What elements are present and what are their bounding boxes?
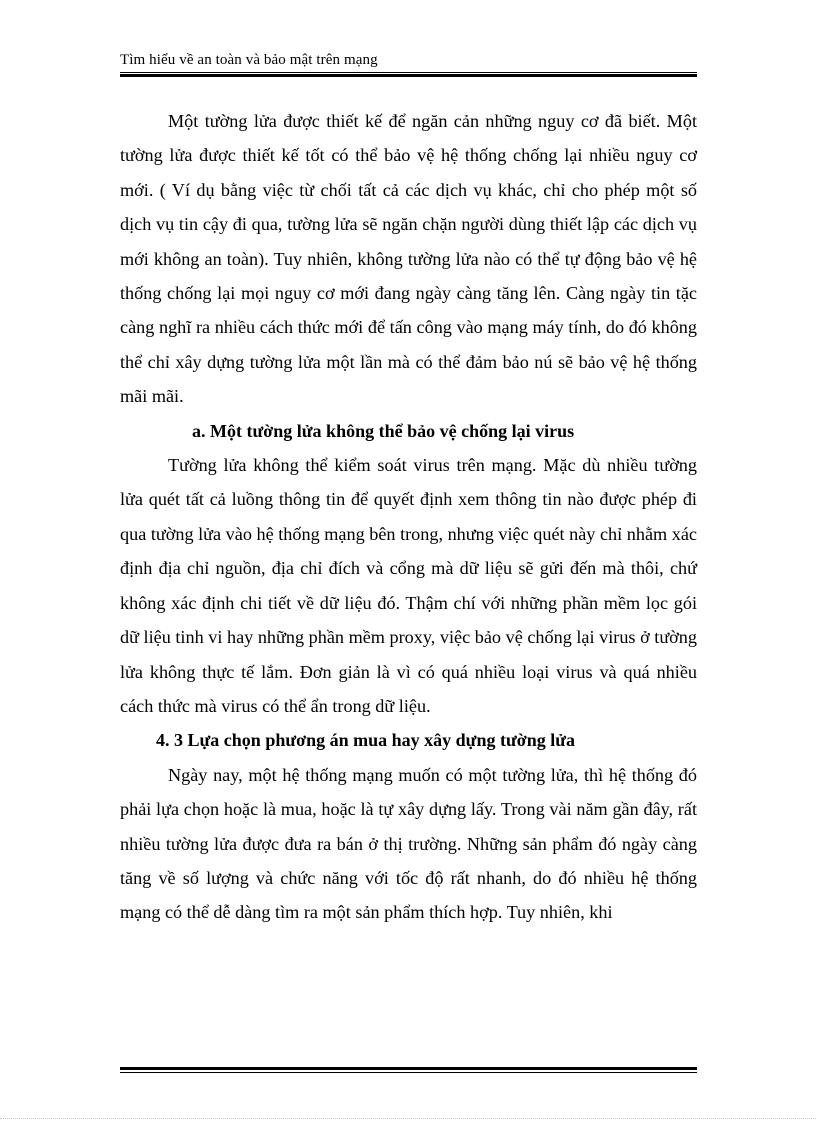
body-paragraph-2: Tường lửa không thể kiểm soát virus trên mạng. Mặc dù nhiều tường lửa quét tất cả luồng thông tin để quyết định xem thông tin nào được phép đi qua tường lửa vào hệ thống mạng bên trong, nhưng việc quét này chỉ nhằm xác định địa chỉ nguồn, địa chỉ đích và cổng mà dữ liệu sẽ gửi đến mà thôi, chứ không xác định chi tiết về dữ liệu đó. Thậm chí với những phần mềm lọc gói dữ liệu tinh vi hay những phần mềm proxy, việc bảo vệ chống lại virus ở tường lửa không thực tế lắm. Đơn giản là vì có quá nhiều loại virus và quá nhiều cách thức mà virus có thể ẩn trong dữ liệu. bbox=[120, 455, 697, 716]
section-heading-4-3: 4. 3 Lựa chọn phương án mua hay xây dựng tường lửa bbox=[156, 730, 576, 751]
footer-rule-thick bbox=[120, 1067, 697, 1070]
page-body bbox=[120, 104, 697, 930]
page-header-title: Tìm hiểu về an toàn và bảo mật trên mạng bbox=[120, 52, 378, 68]
body-paragraph-1: Một tường lửa được thiết kế để ngăn cản những nguy cơ đã biết. Một tường lửa được thiết kế tốt có thể bảo vệ hệ thống chống lại nhiều nguy cơ mới. ( Ví dụ bằng việc từ chối tất cả các dịch vụ khác, chỉ cho phép một số dịch vụ tin cậy đi qua, tường lửa sẽ ngăn chặn người dùng thiết lập các dịch vụ mới không an toàn). Tuy nhiên, không tường lửa nào có thể tự động bảo vệ hệ thống chống lại mọi nguy cơ mới đang ngày càng tăng lên. Càng ngày tin tặc càng nghĩ ra nhiều cách thức mới để tấn công vào mạng máy tính, do đó không thể chỉ xây dựng tường lửa một lần mà có thể đảm bảo nú sẽ bảo vệ hệ thống mãi mãi. bbox=[120, 111, 697, 407]
body-paragraph-3: Ngày nay, một hệ thống mạng muốn có một tường lửa, thì hệ thống đó phải lựa chọn hoặc là mua, hoặc là tự xây dựng lấy. Trong vài năm gần đây, rất nhiều tường lửa được đưa ra bán ở thị trường. Những sản phẩm đó ngày càng tăng về số lượng và chức năng với tốc độ rất nhanh, do đó nhiều hệ thống mạng có thể dễ dàng tìm ra một sản phẩm thích hợp. Tuy nhiên, khi bbox=[120, 764, 697, 923]
page-bottom-edge bbox=[0, 1118, 816, 1124]
header-rule-thick bbox=[120, 74, 697, 77]
footer-rule-thin bbox=[120, 1072, 697, 1073]
section-heading-a: a. Một tường lửa không thể bảo vệ chống lại virus bbox=[192, 420, 575, 441]
header-rule-thin bbox=[120, 72, 697, 73]
